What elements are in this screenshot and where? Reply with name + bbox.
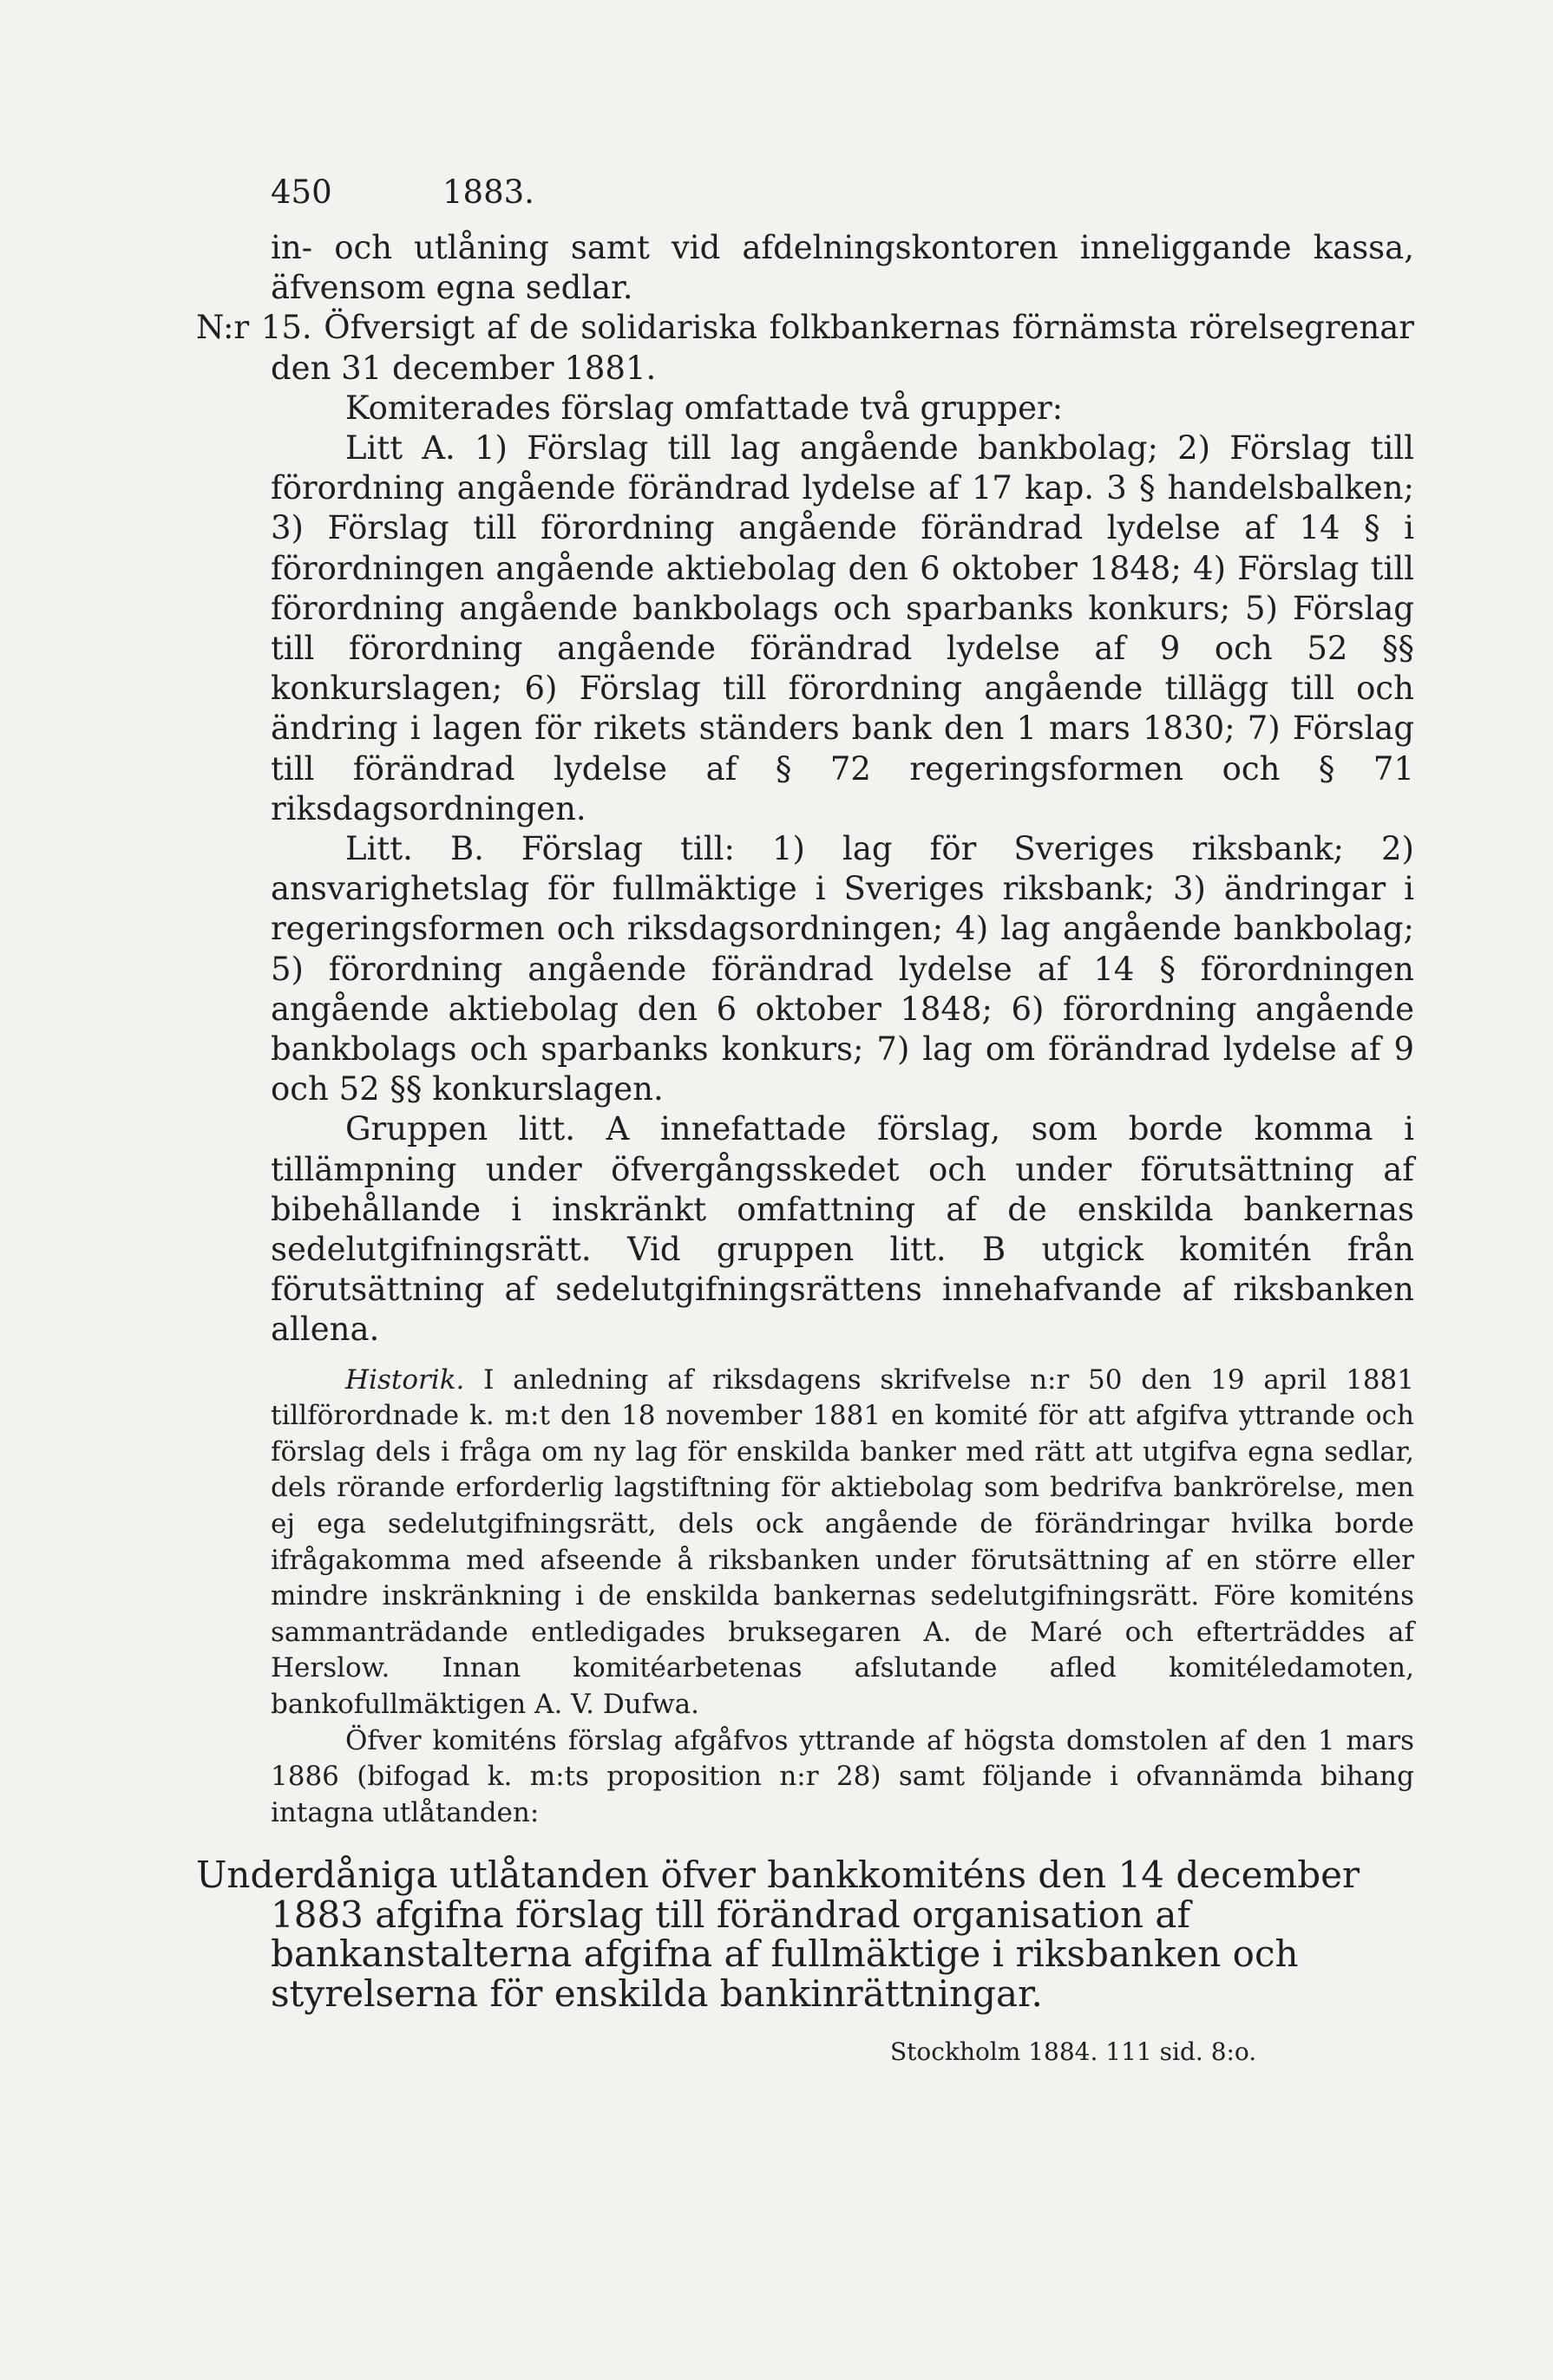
historik-text: I anledning af riksdagens skrifvelse n:r 50 den 19 april 1881 tillförordnade k. m:t den 18 november 1881 en komité för att afgifva yttrande och förslag dels i fråga om ny lag för enskilda banker med rätt att utgifva egna sedlar, dels rörande erforderlig lagstiftning för aktiebolag som bedrifva bankrörelse, men ej ega sedelutgifningsrätt, dels ock angående de förändringar hvilka borde ifrågakomma med afseende å riksbanken under förutsättning af en större eller mindre inskränkning i de enskilda bankernas sedelutgifningsrätt. Före komiténs sammanträdande entledigades bruksegaren A. de Maré och efterträddes af Herslow. Innan komitéarbetenas afslutande afled komitéledamoten, bankofullmäktigen A. V. Dufwa. [271, 1363, 1414, 1721]
publication-title: Underdåniga utlåtanden öfver bankkomiténs den 14 december 1883 afgifna förslag till förändrad organisation af bankanstalterna afgifna af fullmäktige i riksbanken och styrelserna för enskilda bankinrättningar. [196, 1854, 1360, 2015]
paragraph-litt-a: Litt A. 1) Förslag till lag angående bankbolag; 2) Förslag till förordning angående förändrad lydelse af 17 kap. 3 § handelsbalken; 3) Förslag till förordning angående förändrad lydelse af 14 § i förordningen angående aktiebolag den 6 oktober 1848; 4) Förslag till förordning angående bankbolags och sparbanks konkurs; 5) Förslag till förordning angående förändrad lydelse af 9 och 52 §§ konkurslagen; 6) Förslag till förordning angående tillägg till och ändring i lagen för rikets ständers bank den 1 mars 1830; 7) Förslag till förändrad lydelse af § 72 regeringsformen och § 71 riksdagsordningen. [271, 429, 1414, 827]
paragraph-gruppen: Gruppen litt. A innefattade förslag, som borde komma i tillämpning under öfvergångsskedet och under förutsättning af bibehållande i inskränkt omfattning af de enskilda bankernas sedelutgifningsrätt. Vid gruppen litt. B utgick komitén från förutsättning af sedelutgifningsrättens innehafvande af riksbanken allena. [271, 1110, 1414, 1349]
paragraph-groups-intro: Komiterades förslag omfattade två grupper: [345, 389, 1064, 427]
historik-note [271, 1363, 1414, 1832]
publication-entry [196, 1854, 1414, 2015]
page-number: 450 [271, 173, 332, 211]
historik-label: Historik. [345, 1363, 465, 1396]
header-year: 1883. [442, 173, 534, 211]
paragraph-continuation: in- och utlåning samt vid afdelningskontoren inneliggande kassa, äfvensom egna sedlar. [271, 229, 1414, 307]
historik-paragraph [271, 1363, 1414, 1723]
paragraph-item-15: N:r 15. Öfversigt af de solidariska folkbankernas förnämsta rörelsegrenar den 31 december 1881. [196, 309, 1414, 387]
historik-paragraph-2: Öfver komiténs förslag afgåfvos yttrande af högsta domstolen af den 1 mars 1886 (bifogad k. m:ts proposition n:r 28) samt följande i ofvannämda bihang intagna utlåtanden: [271, 1724, 1414, 1828]
publication-info: Stockholm 1884. 111 sid. 8:o. [890, 2037, 1257, 2067]
page-body [196, 228, 1414, 2073]
page-header [271, 173, 534, 211]
paragraph-litt-b: Litt. B. Förslag till: 1) lag för Sveriges riksbank; 2) ansvarighetslag för fullmäktige i Sveriges riksbank; 3) ändringar i regeringsformen och riksdagsordningen; 4) lag angående bankbolag; 5) förordning angående förändrad lydelse af 14 § förordningen angående aktiebolag den 6 oktober 1848; 6) förordning angående bankbolags och sparbanks konkurs; 7) lag om förändrad lydelse af 9 och 52 §§ konkurslagen. [271, 830, 1414, 1108]
